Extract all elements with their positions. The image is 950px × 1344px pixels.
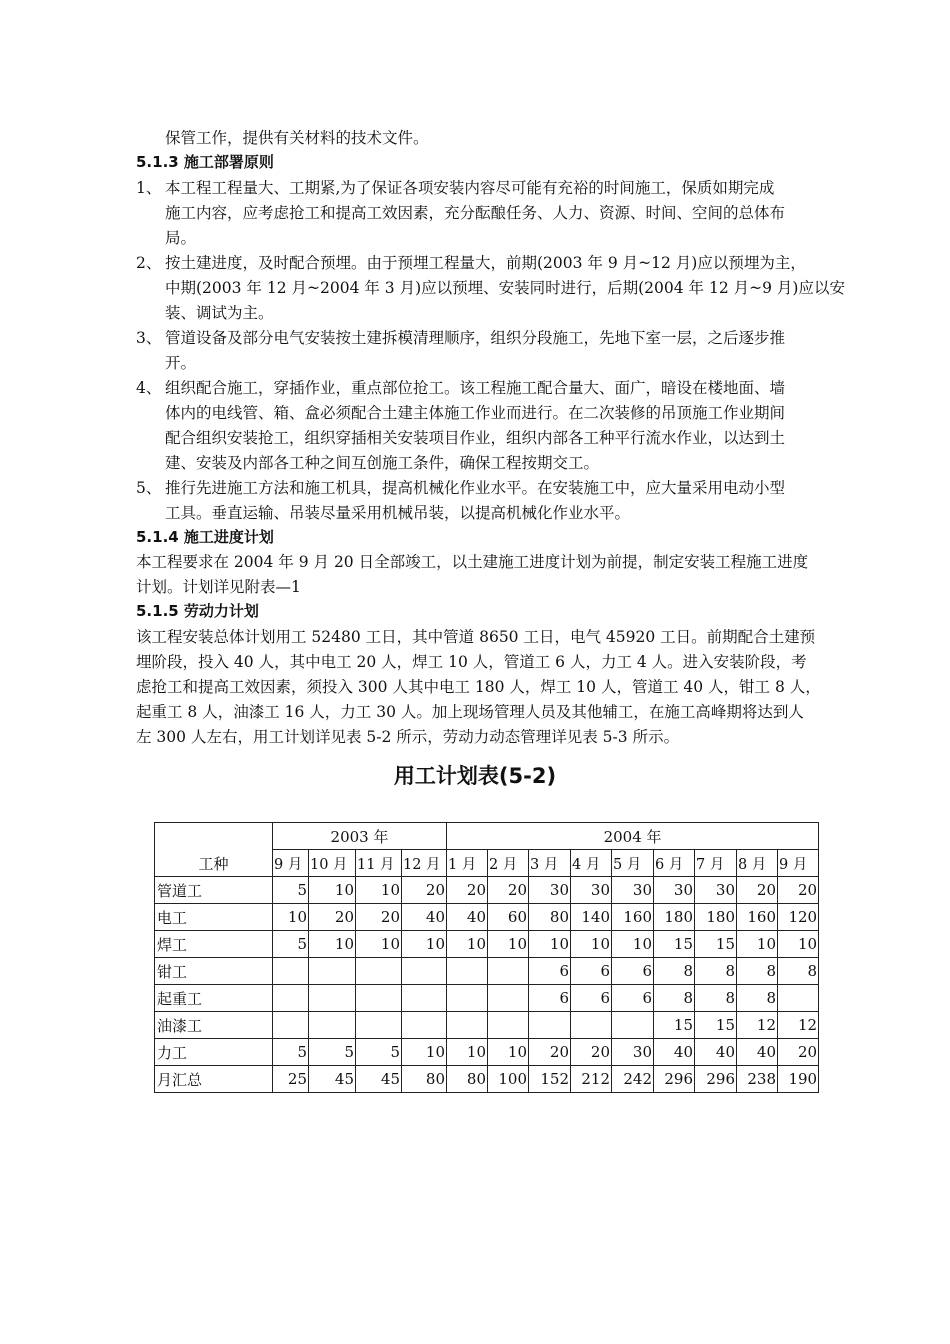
list-item-line: 局。 [165, 229, 197, 247]
paragraph-line: 埋阶段，投入 40 人，其中电工 20 人，焊工 10 人，管道工 6 人，力工 4 人。进入安装阶段，考 [136, 653, 807, 671]
paragraph-line: 虑抢工和提高工效因素，须投入 300 人其中电工 180 人，焊工 10 人，管道工 40 人，钳工 8 人， [136, 678, 821, 696]
month-header: 8 月 [737, 850, 778, 877]
paragraph-line: 起重工 8 人，油漆工 16 人，力工 30 人。加上现场管理人员及其他辅工，在施工高峰期将达到人 [136, 703, 804, 721]
row-label: 管道工 [155, 877, 273, 904]
month-header: 2 月 [488, 850, 529, 877]
table-cell: 100 [488, 1066, 529, 1093]
list-item-line: 中期(2003 年 12 月~2004 年 3 月)应以预埋、安装同时进行，后期(2004 年 12 月~9 月)应以安 [165, 279, 845, 297]
table-cell: 8 [695, 985, 737, 1012]
row-label: 钳工 [155, 958, 273, 985]
table-cell: 12 [737, 1012, 778, 1039]
table-cell: 5 [309, 1039, 356, 1066]
table-cell: 6 [612, 958, 654, 985]
table-cell: 80 [402, 1066, 447, 1093]
table-cell: 180 [695, 904, 737, 931]
month-header: 6 月 [654, 850, 695, 877]
table-cell: 152 [529, 1066, 571, 1093]
table-cell: 6 [529, 985, 571, 1012]
table-cell: 60 [488, 904, 529, 931]
table-cell [356, 985, 402, 1012]
table-cell: 5 [273, 877, 309, 904]
table-cell: 10 [402, 931, 447, 958]
row-label: 月汇总 [155, 1066, 273, 1093]
table-cell: 6 [529, 958, 571, 985]
table-cell: 242 [612, 1066, 654, 1093]
table-cell: 160 [612, 904, 654, 931]
table-row [155, 985, 819, 1012]
month-header: 12 月 [402, 850, 447, 877]
table-cell: 20 [402, 877, 447, 904]
table-cell: 30 [571, 877, 612, 904]
table-cell: 5 [273, 931, 309, 958]
table-cell: 10 [488, 931, 529, 958]
table-cell: 10 [447, 1039, 488, 1066]
table-cell: 20 [488, 877, 529, 904]
row-label: 电工 [155, 904, 273, 931]
table-row [155, 1066, 819, 1093]
table-cell: 10 [737, 931, 778, 958]
section-heading-5-1-5: 5.1.5 劳动力计划 [136, 602, 259, 620]
table-cell: 296 [695, 1066, 737, 1093]
table-cell: 40 [695, 1039, 737, 1066]
table-cell [273, 985, 309, 1012]
table-cell: 8 [654, 958, 695, 985]
month-header: 11 月 [356, 850, 402, 877]
table-cell: 10 [309, 931, 356, 958]
table-cell [488, 958, 529, 985]
table-cell: 10 [356, 877, 402, 904]
table-cell [356, 1012, 402, 1039]
labor-plan-table [154, 822, 819, 1093]
table-cell [356, 958, 402, 985]
table-cell: 40 [654, 1039, 695, 1066]
table-cell: 10 [488, 1039, 529, 1066]
paragraph-line: 计划。计划详见附表—1 [136, 578, 301, 596]
list-item-line: 体内的电线管、箱、盒必须配合土建主体施工作业而进行。在二次装修的吊顶施工作业期间 [165, 404, 786, 422]
section-heading-5-1-3: 5.1.3 施工部署原则 [136, 153, 274, 171]
section-heading-5-1-4: 5.1.4 施工进度计划 [136, 528, 274, 546]
table-cell: 20 [571, 1039, 612, 1066]
table-cell: 190 [778, 1066, 819, 1093]
list-item-line: 本工程工程量大、工期紧,为了保证各项安装内容尽可能有充裕的时间施工，保质如期完成 [165, 179, 775, 197]
table-cell [488, 985, 529, 1012]
table-cell: 5 [273, 1039, 309, 1066]
paragraph-line: 该工程安装总体计划用工 52480 工日，其中管道 8650 工日，电气 45920 工日。前期配合土建预 [136, 628, 816, 646]
month-header: 4 月 [571, 850, 612, 877]
table-cell: 15 [695, 1012, 737, 1039]
list-item-line: 开。 [165, 354, 197, 372]
year-header-2004: 2004 年 [447, 823, 819, 850]
table-cell: 80 [529, 904, 571, 931]
table-cell: 8 [695, 958, 737, 985]
table-cell: 30 [612, 1039, 654, 1066]
list-item-line: 配合组织安装抢工，组织穿插相关安装项目作业，组织内部各工种平行流水作业，以达到土 [165, 429, 786, 447]
table-cell: 120 [778, 904, 819, 931]
table-cell: 10 [529, 931, 571, 958]
table-cell [488, 1012, 529, 1039]
table-cell: 20 [529, 1039, 571, 1066]
table-cell: 8 [737, 985, 778, 1012]
table-cell: 20 [737, 877, 778, 904]
table-cell: 160 [737, 904, 778, 931]
table-cell: 30 [612, 877, 654, 904]
table-cell: 30 [695, 877, 737, 904]
table-title: 用工计划表(5-2) [393, 764, 557, 788]
list-item-line: 按土建进度，及时配合预埋。由于预埋工程量大，前期(2003 年 9 月~12 月)应以预埋为主， [165, 254, 806, 272]
table-cell: 10 [571, 931, 612, 958]
row-label: 起重工 [155, 985, 273, 1012]
month-header: 7 月 [695, 850, 737, 877]
table-cell [402, 958, 447, 985]
table-cell: 140 [571, 904, 612, 931]
paragraph-line: 本工程要求在 2004 年 9 月 20 日全部竣工，以土建施工进度计划为前提，制定安装工程施工进度 [136, 553, 809, 571]
table-cell: 180 [654, 904, 695, 931]
table-cell: 45 [309, 1066, 356, 1093]
table-cell [402, 1012, 447, 1039]
table-cell: 10 [612, 931, 654, 958]
table-cell: 30 [654, 877, 695, 904]
table-cell: 40 [447, 904, 488, 931]
table-cell: 80 [447, 1066, 488, 1093]
list-item-line: 建、安装及内部各工种之间互创施工条件，确保工程按期交工。 [165, 454, 600, 472]
table-corner-header: 工种 [155, 823, 273, 877]
table-cell: 10 [309, 877, 356, 904]
table-cell: 12 [778, 1012, 819, 1039]
table-cell: 20 [447, 877, 488, 904]
list-item-line: 施工内容，应考虑抢工和提高工效因素，充分酝酿任务、人力、资源、时间、空间的总体布 [165, 204, 786, 222]
table-cell: 15 [654, 931, 695, 958]
table-cell: 20 [356, 904, 402, 931]
table-cell [447, 985, 488, 1012]
row-label: 油漆工 [155, 1012, 273, 1039]
table-cell: 10 [273, 904, 309, 931]
table-cell: 10 [778, 931, 819, 958]
table-cell: 25 [273, 1066, 309, 1093]
table-row [155, 904, 819, 931]
table-row [155, 958, 819, 985]
table-cell: 6 [571, 958, 612, 985]
table-row [155, 1039, 819, 1066]
year-header-2003: 2003 年 [273, 823, 447, 850]
table-cell: 296 [654, 1066, 695, 1093]
table-cell: 5 [356, 1039, 402, 1066]
table-cell [778, 985, 819, 1012]
table-cell: 8 [654, 985, 695, 1012]
table-cell: 45 [356, 1066, 402, 1093]
table-cell: 30 [529, 877, 571, 904]
table-cell: 212 [571, 1066, 612, 1093]
table-cell [529, 1012, 571, 1039]
table-cell: 6 [612, 985, 654, 1012]
table-cell [571, 1012, 612, 1039]
table-cell [273, 958, 309, 985]
row-label: 焊工 [155, 931, 273, 958]
table-cell [612, 1012, 654, 1039]
list-item-number: 5、 [136, 479, 162, 497]
table-cell: 20 [778, 1039, 819, 1066]
list-item-line: 装、调试为主。 [165, 304, 274, 322]
month-header: 10 月 [309, 850, 356, 877]
month-header: 1 月 [447, 850, 488, 877]
row-label: 力工 [155, 1039, 273, 1066]
month-header: 9 月 [273, 850, 309, 877]
table-row [155, 1012, 819, 1039]
table-cell: 15 [695, 931, 737, 958]
paragraph-line: 左 300 人左右，用工计划详见表 5-2 所示，劳动力动态管理详见表 5-3 所示。 [136, 728, 680, 746]
table-cell: 20 [309, 904, 356, 931]
table-cell: 238 [737, 1066, 778, 1093]
list-item-line: 推行先进施工方法和施工机具，提高机械化作业水平。在安装施工中，应大量采用电动小型 [165, 479, 786, 497]
list-item-line: 管道设备及部分电气安装按土建拆模清理顺序，组织分段施工，先地下室一层，之后逐步推 [165, 329, 786, 347]
text-line: 保管工作，提供有关材料的技术文件。 [165, 129, 429, 147]
list-item-number: 4、 [136, 379, 162, 397]
list-item-number: 2、 [136, 254, 162, 272]
table-cell: 40 [737, 1039, 778, 1066]
table-cell: 40 [402, 904, 447, 931]
table-cell: 15 [654, 1012, 695, 1039]
table-cell: 6 [571, 985, 612, 1012]
table-cell: 8 [737, 958, 778, 985]
table-cell [447, 958, 488, 985]
list-item-line: 组织配合施工，穿插作业，重点部位抢工。该工程施工配合量大、面广，暗设在楼地面、墙 [165, 379, 786, 397]
table-cell [309, 1012, 356, 1039]
table-cell [402, 985, 447, 1012]
table-row [155, 931, 819, 958]
table-cell [309, 958, 356, 985]
table-cell [273, 1012, 309, 1039]
table-cell: 10 [356, 931, 402, 958]
table-cell: 8 [778, 958, 819, 985]
table-cell [447, 1012, 488, 1039]
table-cell: 10 [402, 1039, 447, 1066]
table-cell: 10 [447, 931, 488, 958]
month-header: 9 月 [778, 850, 819, 877]
list-item-number: 3、 [136, 329, 162, 347]
month-header: 3 月 [529, 850, 571, 877]
table-cell: 20 [778, 877, 819, 904]
list-item-line: 工具。垂直运输、吊装尽量采用机械吊装，以提高机械化作业水平。 [165, 504, 631, 522]
month-header: 5 月 [612, 850, 654, 877]
table-cell [309, 985, 356, 1012]
list-item-number: 1、 [136, 179, 162, 197]
table-row [155, 877, 819, 904]
